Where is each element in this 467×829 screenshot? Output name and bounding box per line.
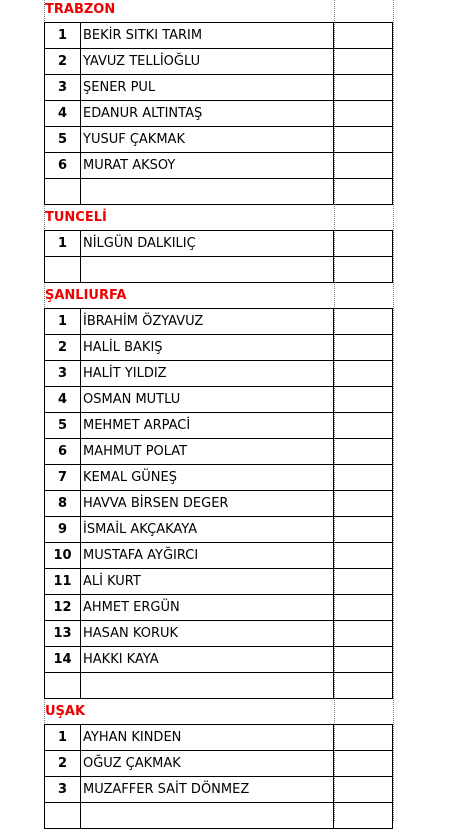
name-cell[interactable]: ALİ KURT	[81, 568, 334, 594]
row-number-cell[interactable]	[44, 256, 81, 282]
table-row	[44, 386, 393, 412]
name-cell[interactable]: MURAT AKSOY	[81, 152, 334, 178]
name-cell[interactable]: MUSTAFA AYĞIRCI	[81, 542, 334, 568]
name-cell[interactable]: HALİL BAKIŞ	[81, 334, 334, 360]
name-cell[interactable]	[81, 178, 334, 204]
table-row	[44, 412, 393, 438]
name-cell[interactable]	[81, 802, 334, 828]
table-row	[44, 230, 393, 256]
table-row	[44, 74, 393, 100]
table-row	[44, 646, 393, 672]
name-cell[interactable]: HAVVA BİRSEN DEGER	[81, 490, 334, 516]
row-number-cell[interactable]: 2	[44, 750, 81, 776]
row-number-cell[interactable]: 6	[44, 438, 81, 464]
row-number-cell[interactable]: 5	[44, 412, 81, 438]
row-number-cell[interactable]: 3	[44, 776, 81, 802]
row-number-cell[interactable]: 14	[44, 646, 81, 672]
name-cell[interactable]: AYHAN KINDEN	[81, 724, 334, 750]
extra-cell[interactable]	[334, 542, 393, 568]
row-number-cell[interactable]: 3	[44, 360, 81, 386]
name-cell[interactable]: AHMET ERGÜN	[81, 594, 334, 620]
name-cell[interactable]: HALİT YILDIZ	[81, 360, 334, 386]
table-row	[44, 542, 393, 568]
extra-cell[interactable]	[334, 438, 393, 464]
extra-cell[interactable]	[334, 126, 393, 152]
extra-cell[interactable]	[334, 490, 393, 516]
table-row	[44, 126, 393, 152]
table-row	[44, 100, 393, 126]
extra-cell[interactable]	[334, 568, 393, 594]
row-number-cell[interactable]: 7	[44, 464, 81, 490]
column-gridline	[393, 0, 394, 821]
name-cell[interactable]: MUZAFFER SAİT DÖNMEZ	[81, 776, 334, 802]
name-cell[interactable]: EDANUR ALTINTAŞ	[81, 100, 334, 126]
extra-cell[interactable]	[334, 620, 393, 646]
province-heading[interactable]: UŞAK	[45, 703, 86, 719]
table-row	[44, 152, 393, 178]
table-row	[44, 516, 393, 542]
extra-cell[interactable]	[334, 334, 393, 360]
name-cell[interactable]: İBRAHİM ÖZYAVUZ	[81, 308, 334, 334]
name-cell[interactable]: BEKİR SITKI TARIM	[81, 22, 334, 48]
row-number-cell[interactable]: 12	[44, 594, 81, 620]
name-cell[interactable]	[81, 256, 334, 282]
empty-row	[44, 178, 393, 204]
extra-cell[interactable]	[334, 178, 393, 204]
extra-cell[interactable]	[334, 152, 393, 178]
extra-cell[interactable]	[334, 724, 393, 750]
name-cell[interactable]: OĞUZ ÇAKMAK	[81, 750, 334, 776]
row-number-cell[interactable]: 4	[44, 100, 81, 126]
province-heading-row	[44, 204, 393, 230]
name-cell[interactable]: MAHMUT POLAT	[81, 438, 334, 464]
table-row	[44, 490, 393, 516]
extra-cell[interactable]	[334, 750, 393, 776]
table-row	[44, 776, 393, 802]
row-number-cell[interactable]: 2	[44, 334, 81, 360]
extra-cell[interactable]	[334, 646, 393, 672]
row-number-cell[interactable]: 6	[44, 152, 81, 178]
table-row	[44, 568, 393, 594]
name-cell[interactable]: NİLGÜN DALKILIÇ	[81, 230, 334, 256]
empty-row	[44, 672, 393, 698]
extra-cell[interactable]	[334, 256, 393, 282]
empty-row	[44, 256, 393, 282]
table-row	[44, 22, 393, 48]
name-cell[interactable]: YUSUF ÇAKMAK	[81, 126, 334, 152]
extra-cell[interactable]	[334, 48, 393, 74]
row-number-cell[interactable]: 9	[44, 516, 81, 542]
row-number-cell[interactable]: 2	[44, 48, 81, 74]
table-row	[44, 724, 393, 750]
extra-cell[interactable]	[334, 802, 393, 828]
row-number-cell[interactable]	[44, 802, 81, 828]
name-cell[interactable]: ŞENER PUL	[81, 74, 334, 100]
province-heading-row	[44, 282, 393, 308]
extra-cell[interactable]	[334, 22, 393, 48]
extra-cell[interactable]	[334, 464, 393, 490]
province-heading[interactable]: ŞANLIURFA	[45, 287, 127, 303]
row-number-cell[interactable]: 1	[44, 308, 81, 334]
extra-cell[interactable]	[334, 516, 393, 542]
extra-cell[interactable]	[334, 594, 393, 620]
table-row	[44, 464, 393, 490]
province-heading[interactable]: TUNCELİ	[45, 209, 107, 225]
extra-cell[interactable]	[334, 672, 393, 698]
row-number-cell[interactable]: 1	[44, 724, 81, 750]
extra-cell[interactable]	[334, 360, 393, 386]
extra-cell[interactable]	[334, 412, 393, 438]
extra-cell[interactable]	[334, 776, 393, 802]
name-cell[interactable]: KEMAL GÜNEŞ	[81, 464, 334, 490]
row-number-cell[interactable]: 10	[44, 542, 81, 568]
row-number-cell[interactable]: 1	[44, 22, 81, 48]
table-row	[44, 594, 393, 620]
name-cell[interactable]: MEHMET ARPACİ	[81, 412, 334, 438]
province-heading[interactable]: TRABZON	[45, 1, 116, 17]
row-number-cell[interactable]	[44, 672, 81, 698]
extra-cell[interactable]	[334, 100, 393, 126]
name-cell[interactable]: YAVUZ TELLİOĞLU	[81, 48, 334, 74]
extra-cell[interactable]	[334, 230, 393, 256]
name-cell[interactable]: HASAN KORUK	[81, 620, 334, 646]
table-row	[44, 48, 393, 74]
row-number-cell[interactable]	[44, 178, 81, 204]
province-heading-row	[44, 698, 393, 724]
row-number-cell[interactable]: 11	[44, 568, 81, 594]
row-number-cell[interactable]: 3	[44, 74, 81, 100]
empty-row	[44, 802, 393, 828]
row-number-cell[interactable]: 13	[44, 620, 81, 646]
name-cell[interactable]: İSMAİL AKÇAKAYA	[81, 516, 334, 542]
table-row	[44, 438, 393, 464]
table-row	[44, 308, 393, 334]
row-number-cell[interactable]: 4	[44, 386, 81, 412]
table-row	[44, 620, 393, 646]
name-cell[interactable]	[81, 672, 334, 698]
row-number-cell[interactable]: 1	[44, 230, 81, 256]
name-cell[interactable]: OSMAN MUTLU	[81, 386, 334, 412]
table-row	[44, 360, 393, 386]
row-number-cell[interactable]: 5	[44, 126, 81, 152]
province-heading-row	[44, 0, 393, 22]
row-number-cell[interactable]: 8	[44, 490, 81, 516]
table-row	[44, 334, 393, 360]
extra-cell[interactable]	[334, 308, 393, 334]
table-row	[44, 750, 393, 776]
extra-cell[interactable]	[334, 74, 393, 100]
name-cell[interactable]: HAKKI KAYA	[81, 646, 334, 672]
extra-cell[interactable]	[334, 386, 393, 412]
